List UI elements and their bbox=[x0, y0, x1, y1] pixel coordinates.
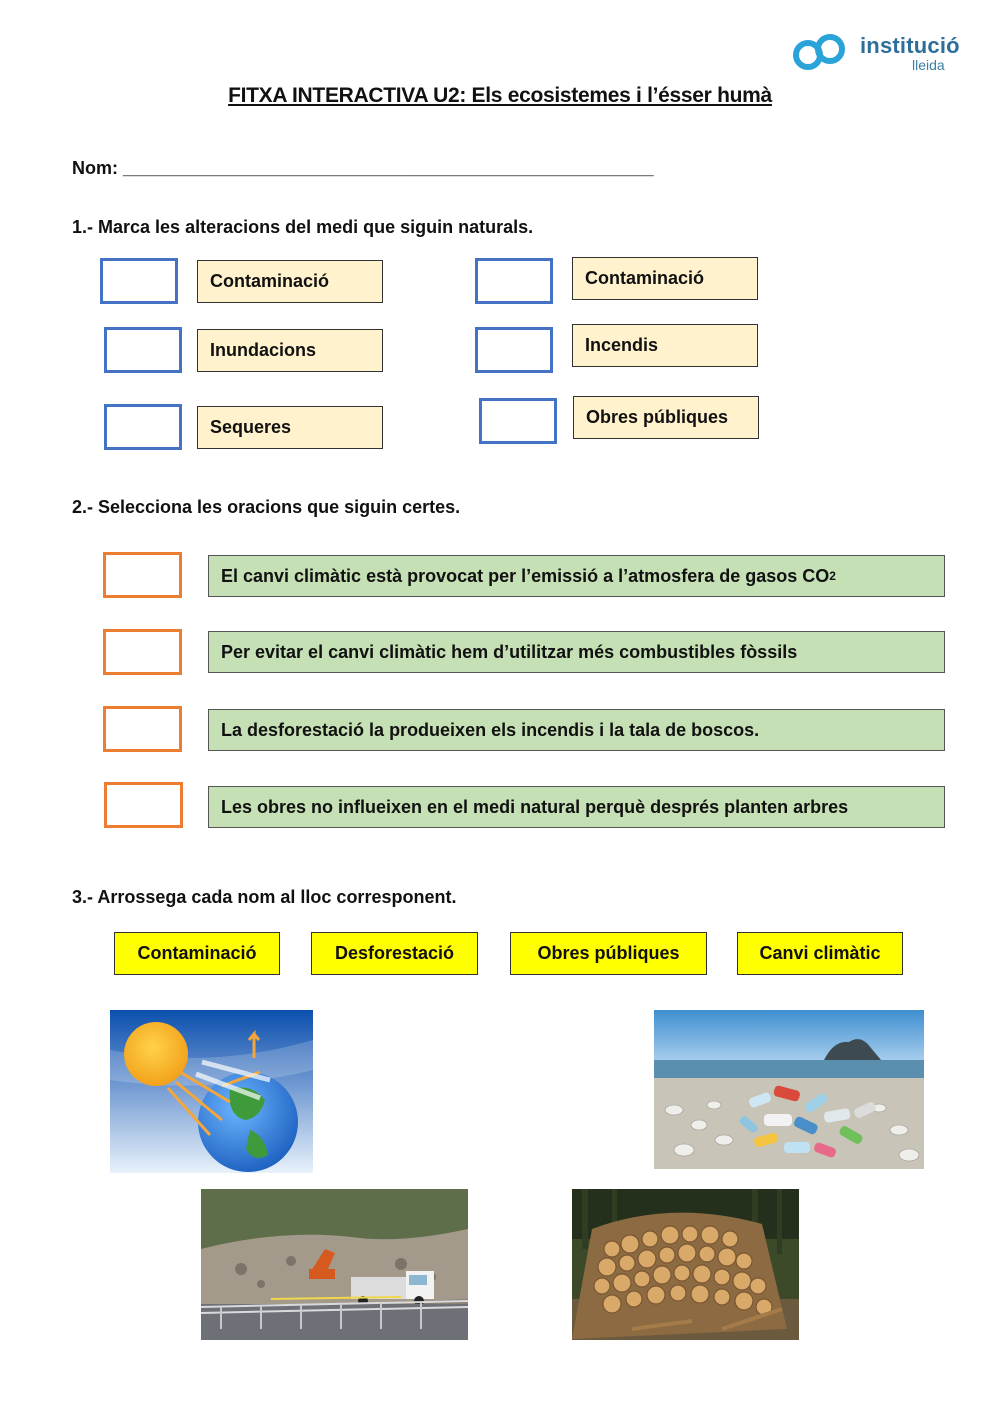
q2-statement-1-text: El canvi climàtic està provocat per l’emissió a l’atmosfera de gasos CO bbox=[221, 565, 830, 586]
q1-checkbox-3[interactable] bbox=[104, 404, 182, 450]
q1-checkbox-2[interactable] bbox=[104, 327, 182, 373]
drag-label-canvi-climatic[interactable]: Canvi climàtic bbox=[737, 932, 903, 975]
q2-checkbox-2[interactable] bbox=[103, 629, 182, 675]
q1-checkbox-6[interactable] bbox=[479, 398, 557, 444]
name-label: Nom: bbox=[72, 158, 118, 178]
name-field-row bbox=[72, 158, 654, 179]
q1-option-6: Obres públiques bbox=[573, 396, 759, 439]
drag-label-desforestacio[interactable]: Desforestació bbox=[311, 932, 478, 975]
image-pollution[interactable] bbox=[654, 1010, 924, 1169]
q2-checkbox-4[interactable] bbox=[104, 782, 183, 828]
image-public-works[interactable] bbox=[201, 1189, 468, 1340]
q2-statement-3: La desforestació la produeixen els incendis i la tala de boscos. bbox=[208, 709, 945, 751]
q1-option-3: Sequeres bbox=[197, 406, 383, 449]
q2-checkbox-3[interactable] bbox=[103, 706, 182, 752]
logo-name: institució bbox=[860, 33, 960, 58]
logo-rings-icon bbox=[790, 33, 854, 73]
drag-label-obres-publiques[interactable]: Obres públiques bbox=[510, 932, 707, 975]
name-field[interactable]: _____________________________________________________ bbox=[123, 158, 654, 178]
q1-option-1: Contaminació bbox=[197, 260, 383, 303]
q1-checkbox-1[interactable] bbox=[100, 258, 178, 304]
co2-subscript: 2 bbox=[829, 569, 836, 583]
page-title: FITXA INTERACTIVA U2: Els ecosistemes i l’ésser humà bbox=[228, 84, 772, 107]
q1-option-4: Contaminació bbox=[572, 257, 758, 300]
image-deforestation[interactable] bbox=[572, 1189, 799, 1340]
q2-checkbox-1[interactable] bbox=[103, 552, 182, 598]
q1-checkbox-5[interactable] bbox=[475, 327, 553, 373]
q2-statement-1 bbox=[208, 555, 945, 597]
question-1-heading: 1.- Marca les alteracions del medi que siguin naturals. bbox=[72, 217, 534, 237]
question-2-heading: 2.- Selecciona les oracions que siguin certes. bbox=[72, 497, 461, 517]
drag-label-contaminacio[interactable]: Contaminació bbox=[114, 932, 280, 975]
q1-option-2: Inundacions bbox=[197, 329, 383, 372]
logo-sub: lleida bbox=[912, 57, 945, 73]
institucio-logo bbox=[790, 33, 960, 75]
q2-statement-4: Les obres no influeixen en el medi natural perquè després planten arbres bbox=[208, 786, 945, 828]
image-climate-change[interactable] bbox=[110, 1010, 313, 1173]
question-3-heading: 3.- Arrossega cada nom al lloc corresponent. bbox=[72, 887, 457, 907]
q1-option-5: Incendis bbox=[572, 324, 758, 367]
q1-checkbox-4[interactable] bbox=[475, 258, 553, 304]
q2-statement-2: Per evitar el canvi climàtic hem d’utilitzar més combustibles fòssils bbox=[208, 631, 945, 673]
